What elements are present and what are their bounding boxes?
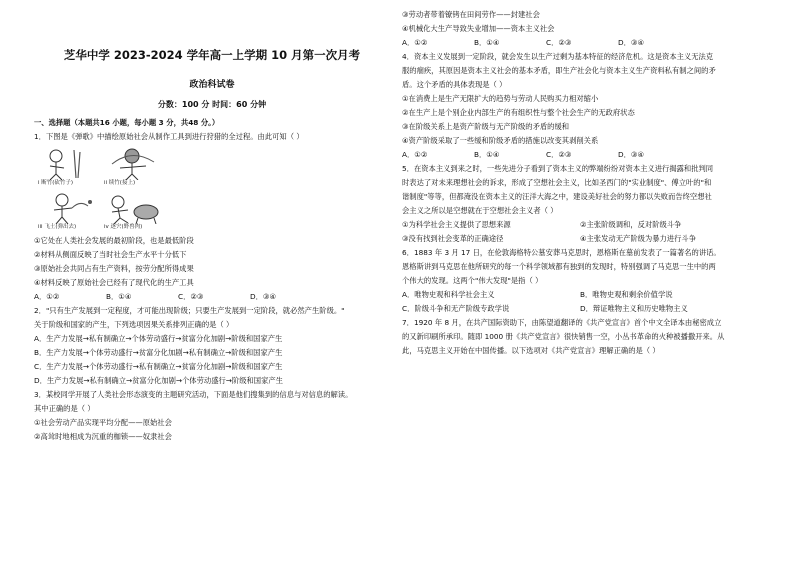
comic-caption-2: ii 续竹(接上)	[104, 180, 136, 186]
option-c[interactable]: C．②③	[178, 292, 204, 301]
comic-panel-2	[102, 146, 164, 186]
statement: ④材料反映了原始社会已经有了现代化的生产工具	[34, 278, 194, 287]
option-b[interactable]: B．唯物史观和剩余价值学说	[580, 290, 673, 299]
right-column	[402, 0, 758, 358]
statement: ①在消费上是生产无限扩大的趋势与劳动人民购买力相对缩小	[402, 94, 599, 103]
option-a[interactable]: A．生产力发展→私有制确立→个体劳动盛行→贫富分化加剧→阶级和国家产生	[34, 334, 283, 343]
comic-panel-3	[36, 190, 98, 230]
question-stem: 3．某校同学开展了人类社会形态演变的主题研究活动，下面是他们搜集到的信息与对信息的解读。	[34, 390, 353, 399]
question-stem: 时表达了对未来理想社会的诉求，形成了空想社会主义，比如圣西门的"实业制度"、傅立叶的"和	[402, 178, 712, 187]
statement: ④资产阶级采取了一些缓和阶级矛盾的措施以改变其剥削关系	[402, 136, 599, 145]
question-1	[34, 130, 390, 304]
comic-illustration	[36, 146, 166, 232]
option-a[interactable]: A．①②	[34, 292, 60, 301]
statement: ③原始社会共同占有生产资料，按劳分配所得成果	[34, 264, 194, 273]
exam-title: 芝华中学 2023-2024 学年高一上学期 10 月第一次月考	[63, 48, 361, 62]
comic-caption-3: iii 飞土(弹出去)	[38, 224, 77, 230]
section-heading: 一、选择题（本题共16 小题，每小题 3 分，共48 分。）	[34, 118, 220, 127]
statement: ①它处在人类社会发展的最初阶段，也是最低阶段	[34, 236, 194, 245]
exam-subtitle: 政治科试卷	[189, 80, 235, 90]
question-stem: 1．下图是《弹歌》中描绘原始社会从制作工具到进行狩猎的全过程。由此可知（ ）	[34, 132, 304, 141]
question-2	[34, 304, 390, 388]
question-4	[402, 50, 758, 162]
option-d[interactable]: D．③④	[618, 38, 644, 47]
question-stem: 此，马克思主义开始在中国传播。以下选项对《共产党宣言》理解正确的是（ ）	[402, 346, 660, 355]
statement: ①为科学社会主义提供了思想来源	[402, 220, 511, 229]
statement: ④机械化大生产导致失业增加——资本主义社会	[402, 24, 555, 33]
question-5	[402, 162, 758, 246]
statement: ②主张阶级调和，反对阶级斗争	[580, 220, 682, 229]
statement: ④主张发动无产阶级为暴力进行斗争	[580, 234, 696, 243]
option-a[interactable]: A．①②	[402, 150, 428, 159]
option-d[interactable]: D．生产力发展→私有制确立→贫富分化加剧→个体劳动盛行→阶级和国家产生	[34, 376, 283, 385]
option-a[interactable]: A．唯物史观和科学社会主义	[402, 290, 495, 299]
answer-options	[402, 232, 758, 246]
question-stem: 其中正确的是（ ）	[34, 404, 95, 413]
option-b[interactable]: B．①④	[474, 150, 500, 159]
statement: ②材料从侧面反映了当时社会生产水平十分低下	[34, 250, 187, 259]
statement: ③没有找到社会变革的正确途径	[402, 234, 504, 243]
question-stem: 个伟大的发现。这两个"伟大发现"是指（ ）	[402, 276, 543, 285]
option-b[interactable]: B．①④	[474, 38, 500, 47]
option-b[interactable]: B．①④	[106, 292, 132, 301]
option-d[interactable]: D．辩证唯物主义和历史唯物主义	[580, 304, 688, 313]
option-a[interactable]: A．①②	[402, 38, 428, 47]
question-stem: 关于阶级和国家的产生，下列选项因果关系排列正确的是（ ）	[34, 320, 234, 329]
option-c[interactable]: C．生产力发展→个体劳动盛行→私有制确立→贫富分化加剧→阶级和国家产生	[34, 362, 283, 371]
exam-info: 分数：100 分 时间：60 分钟	[157, 100, 267, 109]
answer-options	[402, 36, 758, 50]
question-stem: 2．"只有生产发展到一定程度，才可能出现阶级；只要生产发展到一定阶段，就必然产生阶级。"	[34, 306, 345, 315]
statement: ③劳动者带着镣铐在田间劳作——封建社会	[402, 10, 540, 19]
answer-options	[402, 302, 758, 316]
answer-options	[402, 148, 758, 162]
option-c[interactable]: C．②③	[546, 38, 572, 47]
option-c[interactable]: C．②③	[546, 150, 572, 159]
question-3	[34, 388, 390, 444]
answer-options	[402, 288, 758, 302]
comic-panel-1	[36, 146, 98, 186]
question-stem: 6．1883 年 3 月 17 日，在伦敦海格特公墓安葬马克思时，恩格斯在墓前发表了一篇著名的讲话。	[402, 248, 721, 257]
question-stem: 恩格斯讲到马克思在他所研究的每一个科学领域都有独到的发现时，特别强调了马克思一生中的两	[402, 262, 716, 271]
comic-caption-1: i 断竹(砍竹子)	[38, 180, 74, 186]
option-d[interactable]: D．③④	[250, 292, 276, 301]
question-stem: 会主义之所以是空想就在于空想社会主义者（ ）	[402, 206, 558, 215]
statement: ③在阶级关系上是资产阶级与无产阶级的矛盾的缓和	[402, 122, 570, 131]
statement: ②高耸时地相成为沉重的枷锁——奴隶社会	[34, 432, 172, 441]
comic-caption-4: iv 逐宍(野兽肉)	[104, 224, 143, 230]
question-stem: 4．资本主义发展到一定阶段，就会发生以生产过剩为基本特征的经济危机。这是资本主义无法克	[402, 52, 714, 61]
question-stem: 的又新印刷所承印。随即 1000 册《共产党宣言》很快销售一空，小丛书革命的火种被播撒开来。从	[402, 332, 725, 341]
question-stem: 7．1920 年 8 月，在共产国际资助下，由陈望道翻译的《共产党宣言》首个中文全译本由秘密成立	[402, 318, 722, 327]
answer-options	[402, 218, 758, 232]
option-b[interactable]: B．生产力发展→个体劳动盛行→贫富分化加剧→私有制确立→阶级和国家产生	[34, 348, 283, 357]
question-stem: 5．在资本主义到来之时，一些先进分子看到了资本主义的弊端纷纷对资本主义进行揭露和批判同	[402, 164, 714, 173]
option-d[interactable]: D．③④	[618, 150, 644, 159]
question-6	[402, 246, 758, 316]
question-stem: 谐制度"等等，但都淹没在资本主义的汪洋大海之中，建设美好社会的努力都以失败而告终空想社	[402, 192, 712, 201]
question-stem: 服的痼疾，其原因是资本主义社会的基本矛盾，即生产社会化与资本主义生产资料私有制之间的矛	[402, 66, 716, 75]
question-7	[402, 316, 758, 358]
statement: ①社会劳动产品实现平均分配——原始社会	[34, 418, 172, 427]
left-column	[34, 0, 390, 444]
comic-panel-4	[102, 190, 164, 230]
question-stem: 盾。这个矛盾的具体表现是（ ）	[402, 80, 507, 89]
statement: ②在生产上是个别企业内部生产的有组织性与整个社会生产的无政府状态	[402, 108, 635, 117]
option-c[interactable]: C．阶级斗争和无产阶级专政学说	[402, 304, 510, 313]
answer-options	[34, 290, 390, 304]
